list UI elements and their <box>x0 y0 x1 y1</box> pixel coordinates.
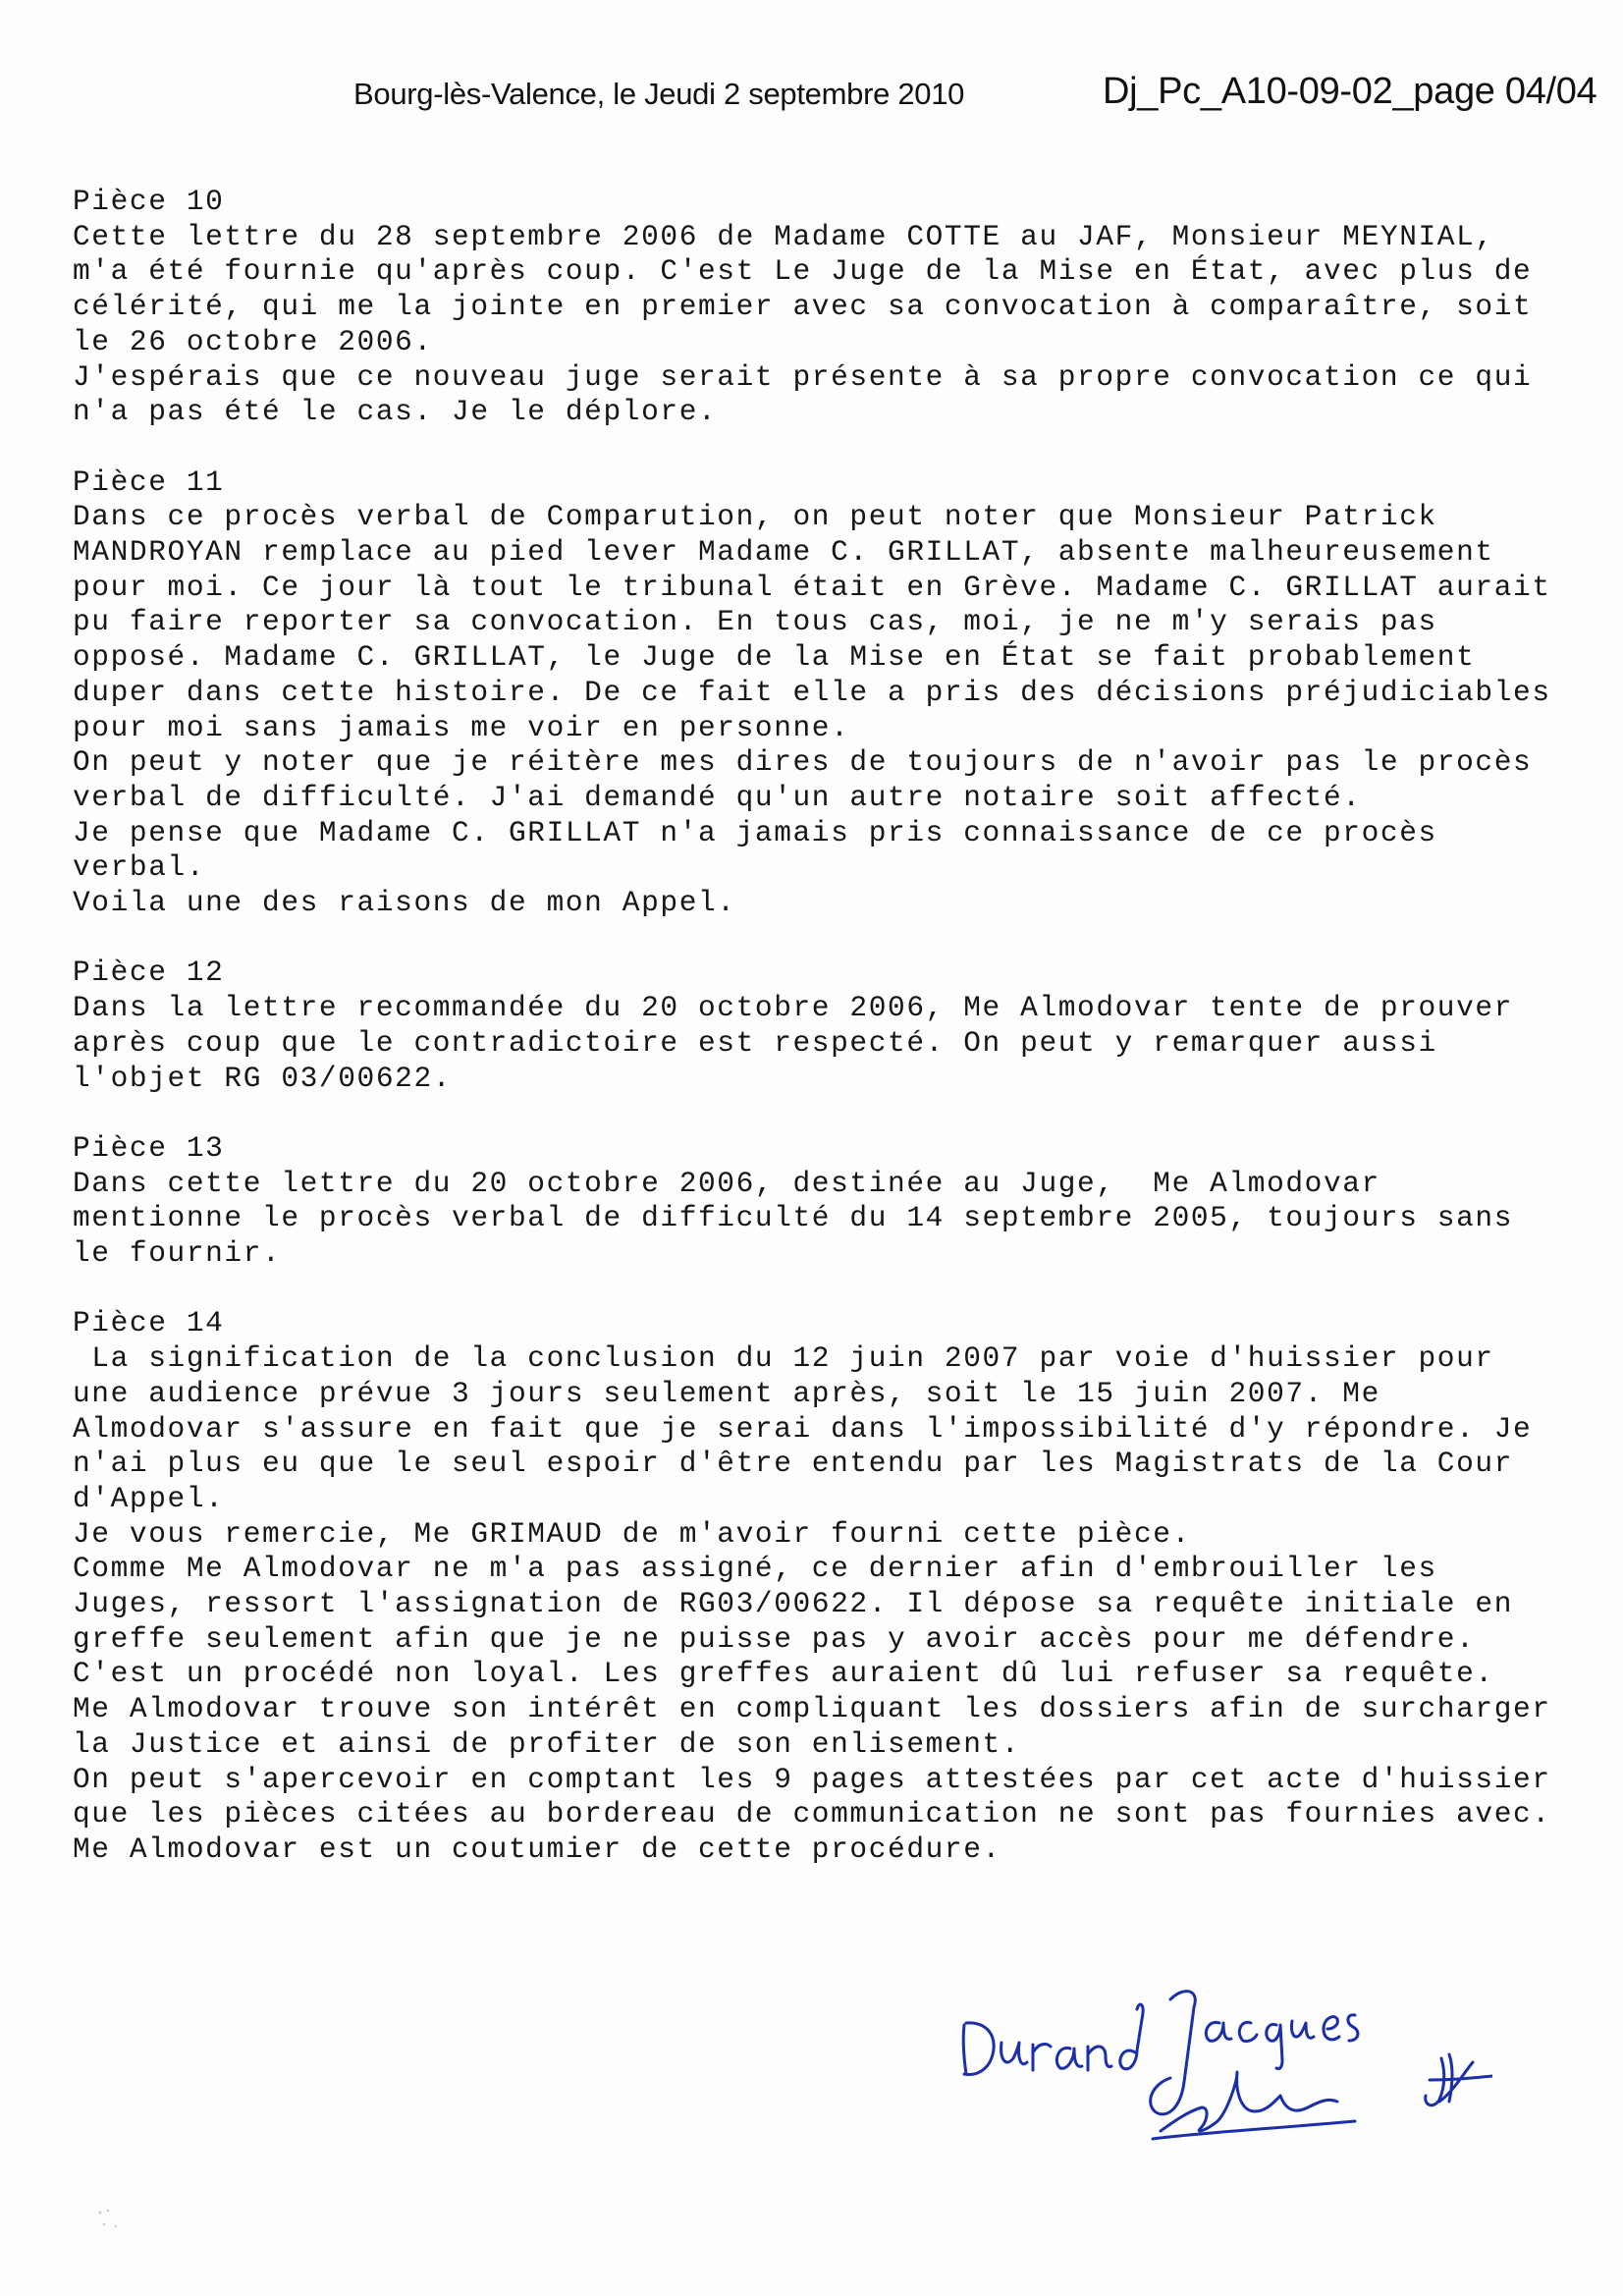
paragraph-line: MANDROYAN remplace au pied lever Madame C. GRILLAT, absente malheureusement <box>73 535 1494 570</box>
paragraph-line: Comme Me Almodovar ne m'a pas assigné, ce dernier afin d'embrouiller les <box>73 1552 1437 1586</box>
handwritten-signature <box>943 1964 1492 2160</box>
paragraph-line: Voila une des raisons de mon Appel. <box>73 886 736 920</box>
paragraph-line: Dans la lettre recommandée du 20 octobre 2006, Me Almodovar tente de prouver <box>73 991 1514 1025</box>
paragraph-line: le 26 octobre 2006. <box>73 324 433 358</box>
paragraph-line: Almodovar s'assure en fait que je serai dans l'impossibilité d'y répondre. Je <box>73 1411 1533 1446</box>
paragraph-line: J'espérais que ce nouveau juge serait présente à sa propre convocation ce qui <box>73 359 1533 394</box>
paragraph-line: duper dans cette histoire. De ce fait elle a pris des décisions préjudiciables <box>73 675 1551 709</box>
paragraph-line: n'ai plus eu que le seul espoir d'être entendu par les Magistrats de la Cour <box>73 1447 1514 1481</box>
paragraph-line: Dans cette lettre du 20 octobre 2006, destinée au Juge, Me Almodovar <box>73 1166 1380 1200</box>
paragraph-line: une audience prévue 3 jours seulement après, soit le 15 juin 2007. Me <box>73 1376 1380 1410</box>
piece-title: Pièce 14 <box>73 1306 225 1340</box>
paragraph-line: La signification de la conclusion du 12 juin 2007 par voie d'huissier pour <box>73 1341 1494 1376</box>
paragraph-line: pour moi. Ce jour là tout le tribunal était en Grève. Madame C. GRILLAT aurait <box>73 570 1551 604</box>
piece-title: Pièce 12 <box>73 956 225 990</box>
paragraph-line: la Justice et ainsi de profiter de son enlisement. <box>73 1726 1021 1761</box>
paragraph-line: On peut s'apercevoir en comptant les 9 pages attestées par cet acte d'huissier <box>73 1762 1551 1796</box>
piece-title: Pièce 10 <box>73 185 225 218</box>
piece-section <box>73 1131 1604 1272</box>
paragraph-line: opposé. Madame C. GRILLAT, le Juge de la Mise en État se fait probablement <box>73 640 1476 675</box>
paragraph-line: l'objet RG 03/00622. <box>73 1061 453 1095</box>
paragraph-line: m'a été fournie qu'après coup. C'est Le Juge de la Mise en État, avec plus de <box>73 254 1533 289</box>
paragraph-line: Me Almodovar est un coutumier de cette procédure. <box>73 1831 1001 1866</box>
document-body <box>73 185 1604 1902</box>
paragraph-line: que les pièces citées au bordereau de communication ne sont pas fournies avec. <box>73 1797 1551 1831</box>
document-reference: Dj_Pc_A10-09-02_page 04/04 <box>1103 71 1597 112</box>
paragraph-line: Juges, ressort l'assignation de RG03/00622. Il dépose sa requête initiale en <box>73 1587 1514 1621</box>
paragraph-line: C'est un procédé non loyal. Les greffes auraient dû lui refuser sa requête. <box>73 1657 1494 1691</box>
scan-speck <box>94 2205 153 2234</box>
paragraph-line: greffe seulement afin que je ne puisse pas y avoir accès pour me défendre. <box>73 1621 1476 1656</box>
paragraph-line: pu faire reporter sa convocation. En tous cas, moi, je ne m'y serais pas <box>73 605 1437 639</box>
paragraph-line: pour moi sans jamais me voir en personne. <box>73 710 850 744</box>
paragraph-line: Me Almodovar trouve son intérêt en compliquant les dossiers afin de surcharger <box>73 1692 1551 1726</box>
paragraph-line: n'a pas été le cas. Je le déplore. <box>73 395 718 429</box>
paragraph-line: célérité, qui me la jointe en premier avec sa convocation à comparaître, soit <box>73 290 1533 324</box>
page-header <box>0 71 1623 120</box>
paragraph-line: Dans ce procès verbal de Comparution, on peut noter que Monsieur Patrick <box>73 500 1437 534</box>
place-and-date: Bourg-lès-Valence, le Jeudi 2 septembre 2010 <box>353 77 965 111</box>
paragraph-line: On peut y noter que je réitère mes dires de toujours de n'avoir pas le procès <box>73 745 1533 780</box>
piece-section <box>73 185 1604 430</box>
paragraph-line: après coup que le contradictoire est respecté. On peut y remarquer aussi <box>73 1025 1437 1060</box>
paragraph-line: Je vous remercie, Me GRIMAUD de m'avoir fourni cette pièce. <box>73 1516 1191 1551</box>
paragraph-line: verbal de difficulté. J'ai demandé qu'un autre notaire soit affecté. <box>73 780 1362 814</box>
piece-section <box>73 1306 1604 1867</box>
paragraph-line: verbal. <box>73 850 206 885</box>
piece-title: Pièce 13 <box>73 1130 225 1165</box>
paragraph-line: mentionne le procès verbal de difficulté du 14 septembre 2005, toujours sans <box>73 1201 1514 1235</box>
piece-section <box>73 465 1604 921</box>
paragraph-line: le fournir. <box>73 1236 282 1271</box>
piece-title: Pièce 11 <box>73 465 225 499</box>
paragraph-line: Cette lettre du 28 septembre 2006 de Madame COTTE au JAF, Monsieur MEYNIAL, <box>73 219 1494 253</box>
paragraph-line: d'Appel. <box>73 1481 225 1515</box>
piece-section <box>73 956 1604 1096</box>
paragraph-line: Je pense que Madame C. GRILLAT n'a jamais pris connaissance de ce procès <box>73 815 1437 849</box>
